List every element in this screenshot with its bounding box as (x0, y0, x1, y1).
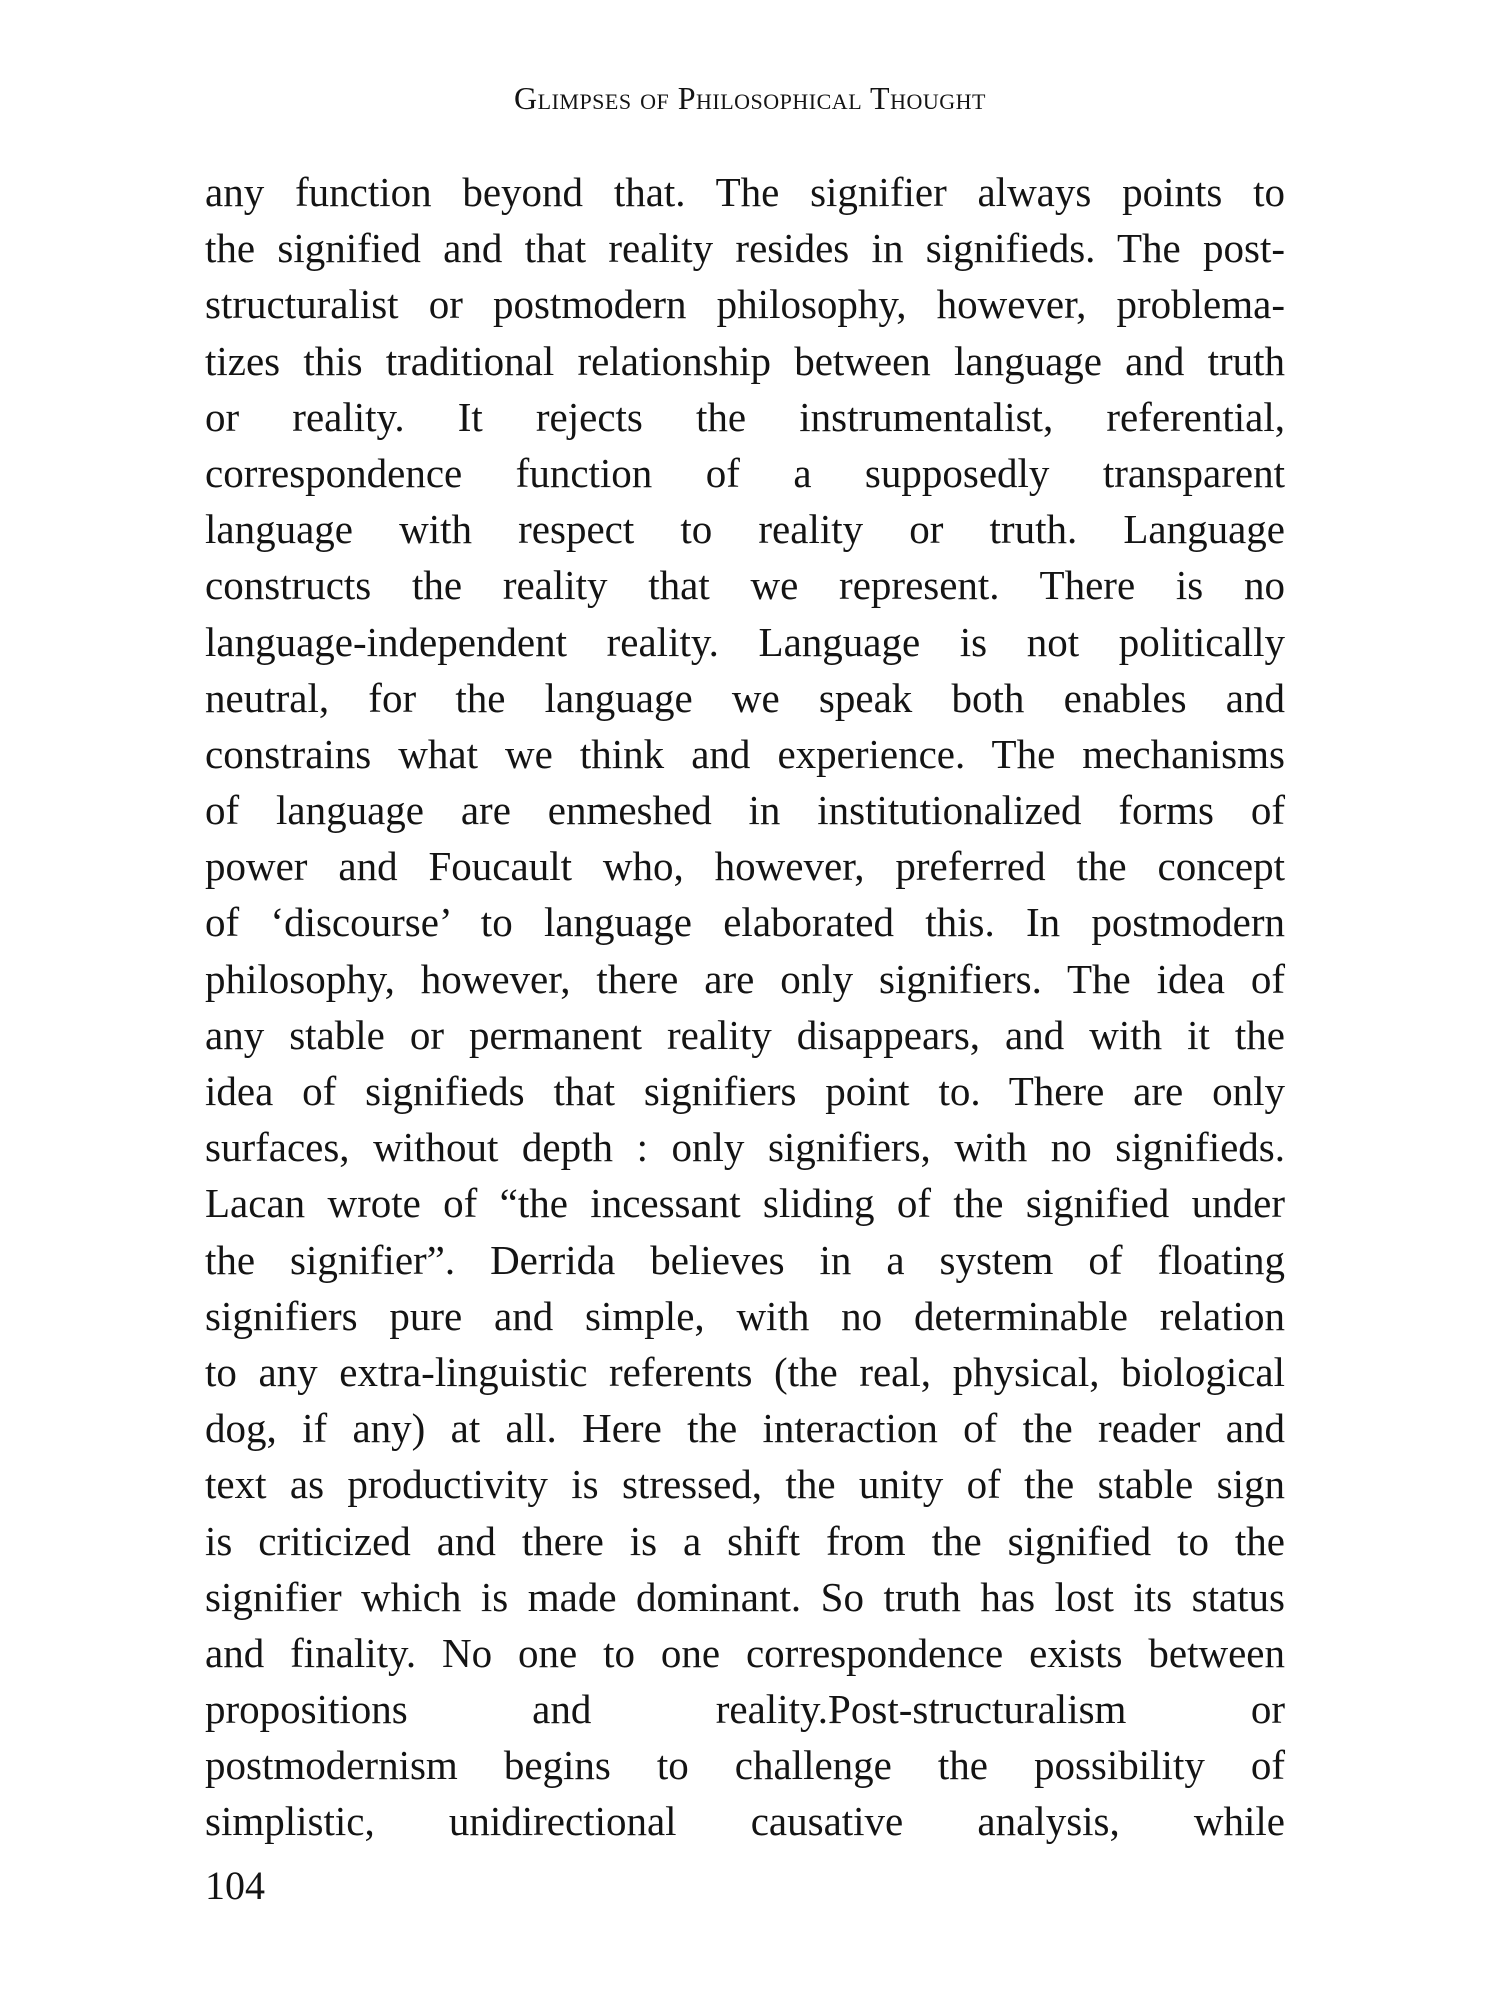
running-head: Glimpses of Philosophical Thought (514, 80, 986, 116)
text-line: power and Foucault who, however, preferred the concept (205, 843, 1285, 890)
text-line: language with respect to reality or truth. Language (205, 506, 1285, 553)
text-line: text as productivity is stressed, the unity of the stable sign (205, 1461, 1285, 1508)
text-line: signifier which is made dominant. So truth has lost its status (205, 1573, 1285, 1620)
text-line: constructs the reality that we represent. There is no (205, 562, 1285, 609)
page-number: 104 (205, 1863, 265, 1908)
text-line: of language are enmeshed in institutionalized forms of (205, 787, 1285, 834)
text-line: any function beyond that. The signifier always points to (205, 169, 1285, 215)
text-line: signifiers pure and simple, with no determinable relation (205, 1292, 1285, 1339)
text-line: Lacan wrote of “the incessant sliding of the signified under (205, 1180, 1285, 1227)
text-line: any stable or permanent reality disappears, and with it the (205, 1011, 1285, 1058)
text-line: to any extra-linguistic referents (the real, physical, biological (205, 1348, 1285, 1395)
text-line: propositions and reality.Post-structuralism or (205, 1686, 1285, 1733)
text-line: and finality. No one to one correspondence exists between (205, 1629, 1285, 1676)
text-line: tizes this traditional relationship between language and truth (205, 337, 1285, 384)
text-line: simplistic, unidirectional causative analysis, while (205, 1798, 1285, 1845)
text-line: structuralist or postmodern philosophy, however, problema- (205, 281, 1285, 328)
text-line: surfaces, without depth : only signifiers, with no signifieds. (205, 1124, 1285, 1171)
text-line: constrains what we think and experience. The mechanisms (205, 730, 1285, 777)
text-line: language-independent reality. Language is not politically (205, 618, 1285, 665)
text-line: philosophy, however, there are only signifiers. The idea of (205, 955, 1285, 1002)
text-line: or reality. It rejects the instrumentalist, referential, (205, 393, 1285, 440)
text-line: dog, if any) at all. Here the interaction of the reader and (205, 1405, 1285, 1452)
text-line: postmodernism begins to challenge the possibility of (205, 1742, 1285, 1789)
text-line: correspondence function of a supposedly transparent (205, 449, 1285, 496)
text-line: neutral, for the language we speak both enables and (205, 674, 1285, 721)
text-line: the signified and that reality resides in signifieds. The post- (205, 225, 1285, 272)
text-line: the signifier”. Derrida believes in a system of floating (205, 1236, 1285, 1283)
text-line: is criticized and there is a shift from the signified to the (205, 1517, 1285, 1564)
body-text (205, 164, 1285, 1850)
text-line: of ‘discourse’ to language elaborated this. In postmodern (205, 899, 1285, 946)
text-line: idea of signifieds that signifiers point to. There are only (205, 1068, 1285, 1114)
